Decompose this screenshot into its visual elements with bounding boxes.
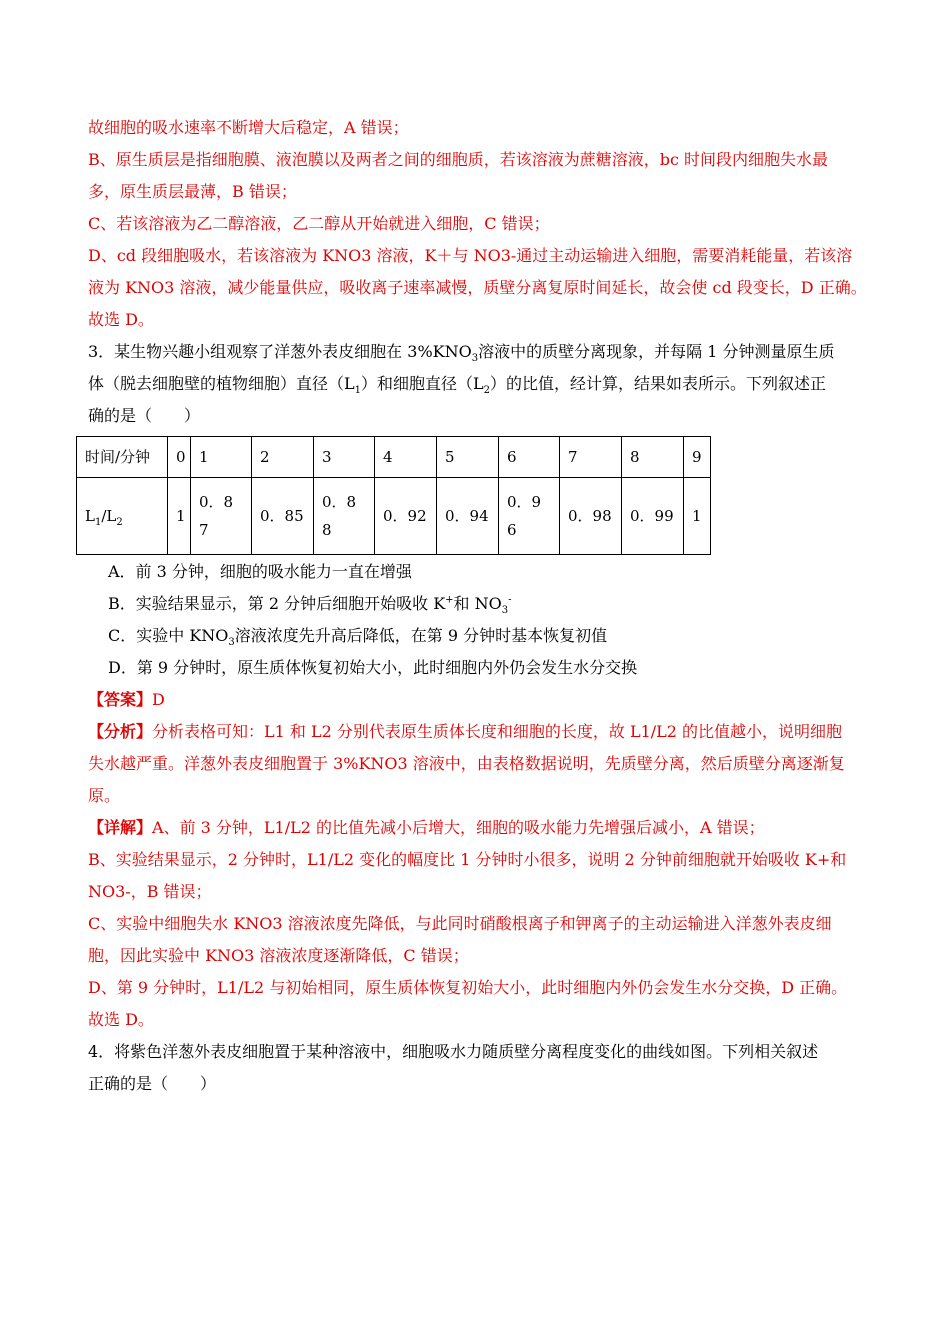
table-cell: 0．8 8 <box>314 478 375 555</box>
explanation-line: C、若该溶液为乙二醇溶液，乙二醇从开始就进入细胞，C 错误； <box>88 214 550 233</box>
detail-line: 胞，因此实验中 KNO3 溶液浓度逐渐降低，C 错误； <box>88 946 469 965</box>
table-cell: 0．85 <box>252 478 314 555</box>
table-cell: 9 <box>684 437 711 478</box>
analysis-line: 【分析】分析表格可知：L1 和 L2 分别代表原生质体长度和细胞的长度，故 L1/L2 的比值越小，说明细胞 <box>88 722 843 741</box>
explanation-line: B、原生质层是指细胞膜、液泡膜以及两者之间的细胞质，若该溶液为蔗糖溶液，bc 时间段内细胞失水最 <box>88 150 829 169</box>
question-4-stem: 4．将紫色洋葱外表皮细胞置于某种溶液中，细胞吸水力随质壁分离程度变化的曲线如图。下列相关叙述 <box>88 1042 819 1061</box>
table-cell: 1 <box>191 437 252 478</box>
option-b: B．实验结果显示，第 2 分钟后细胞开始吸收 K+和 $NO_3^-$ <box>108 594 512 617</box>
table-cell: 0 <box>168 437 191 478</box>
table-cell: 8 <box>622 437 684 478</box>
detail-line: C、实验中细胞失水 KNO3 溶液浓度先降低，与此同时硝酸根离子和钾离子的主动运输进入洋葱外表皮细 <box>88 914 832 933</box>
question-4-stem: 正确的是（ ） <box>88 1074 217 1093</box>
table-cell: 0．98 <box>560 478 622 555</box>
option-d: D．第 9 分钟时，原生质体恢复初始大小，此时细胞内外仍会发生水分交换 <box>108 658 638 677</box>
table-cell: 4 <box>375 437 437 478</box>
explanation-line: D、cd 段细胞吸水，若该溶液为 KNO3 溶液，K＋与 NO3-通过主动运输进入细胞，需要消耗能量，若该溶 <box>88 246 853 265</box>
table-cell: 7 <box>560 437 622 478</box>
table-cell: 1 <box>168 478 191 555</box>
detail-line: D、第 9 分钟时，L1/L2 与初始相同，原生质体恢复初始大小，此时细胞内外仍会发生水分交换，D 正确。 <box>88 978 848 997</box>
table-cell: 5 <box>437 437 499 478</box>
answer-label: 【答案】 <box>88 690 153 709</box>
table-cell: 0．99 <box>622 478 684 555</box>
analysis-line: 原。 <box>88 786 121 805</box>
table-row <box>77 478 711 555</box>
table-header-cell: 时间/分钟 <box>77 437 168 478</box>
answer-value: D <box>152 690 165 709</box>
analysis-label: 【分析】 <box>88 722 153 741</box>
answer-line <box>88 690 165 710</box>
table-cell: 0．9 6 <box>499 478 560 555</box>
table-row <box>77 437 711 478</box>
question-3-stem: 确的是（ ） <box>88 406 201 425</box>
explanation-line: 故选 D。 <box>88 310 154 329</box>
explanation-line: 故细胞的吸水速率不断增大后稳定，A 错误； <box>88 118 409 137</box>
detail-line: B、实验结果显示，2 分钟时，L1/L2 变化的幅度比 1 分钟时小很多，说明 2 分钟前细胞就开始吸收 K+和 <box>88 850 847 869</box>
explanation-line: 液为 KNO3 溶液，减少能量供应，吸收离子速率减慢，质壁分离复原时间延长，故会使 cd 段变长，D 正确。 <box>88 278 867 297</box>
option-c: C．实验中 $KNO_3$溶液浓度先升高后降低，在第 9 分钟时基本恢复初值 <box>108 626 608 649</box>
table-cell: 6 <box>499 437 560 478</box>
table-cell: 0．94 <box>437 478 499 555</box>
detail-line: 【详解】A、前 3 分钟，L1/L2 的比值先减小后增大，细胞的吸水能力先增强后减小，A 错误； <box>88 818 765 837</box>
option-a: A．前 3 分钟，细胞的吸水能力一直在增强 <box>108 562 412 581</box>
table-cell: 1 <box>684 478 711 555</box>
question-3-stem: 体（脱去细胞壁的植物细胞）直径$(L_1)$和细胞直径$(L_2)$的比值，经计算，结果如表所示。下列叙述正 <box>88 374 827 397</box>
question-3-stem: 3．某生物兴趣小组观察了洋葱外表皮细胞在 $3\%KNO_3$溶液中的质壁分离现象，并每隔 1 分钟测量原生质 <box>88 342 835 365</box>
table-cell: 0．92 <box>375 478 437 555</box>
detail-line: NO3-，B 错误； <box>88 882 212 901</box>
detail-line: 故选 D。 <box>88 1010 154 1029</box>
table-cell: 3 <box>314 437 375 478</box>
data-table <box>76 436 711 555</box>
table-cell: 2 <box>252 437 314 478</box>
table-cell: 0．8 7 <box>191 478 252 555</box>
detail-label: 【详解】 <box>88 818 153 837</box>
explanation-line: 多，原生质层最薄，B 错误； <box>88 182 297 201</box>
table-header-cell: $L_1/L_2$ <box>77 478 168 555</box>
analysis-line: 失水越严重。洋葱外表皮细胞置于 3%KNO3 溶液中，由表格数据说明，先质壁分离，然后质壁分离逐渐复 <box>88 754 845 773</box>
